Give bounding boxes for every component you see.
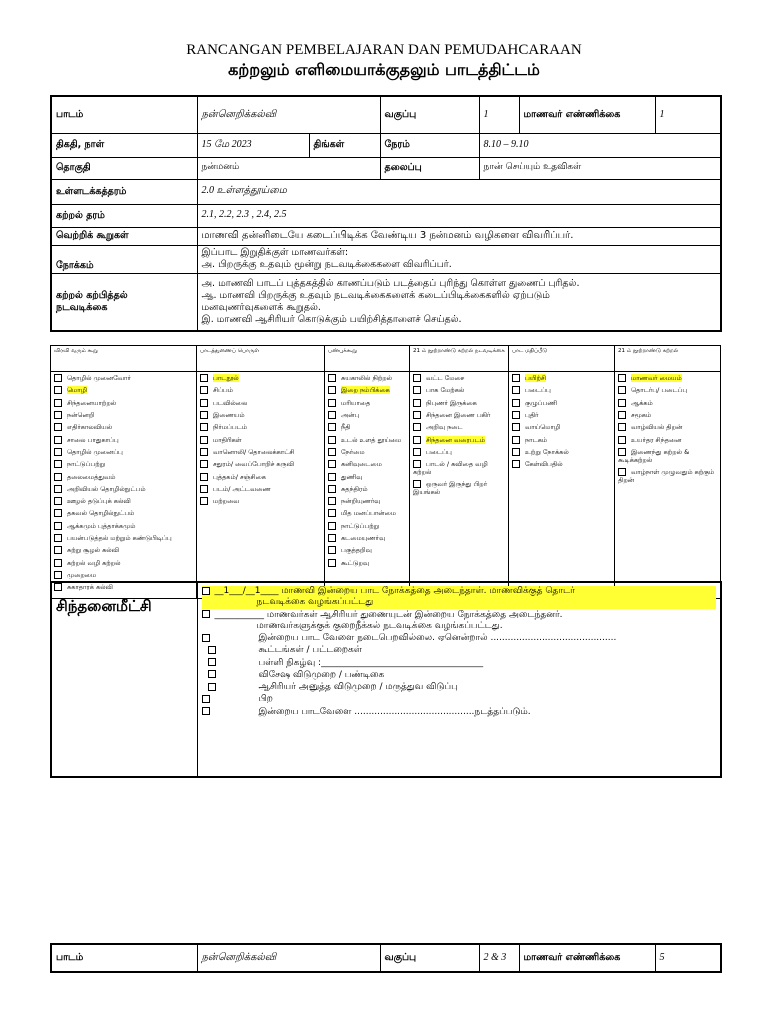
checklist-item[interactable] xyxy=(328,559,406,568)
checkbox-icon[interactable] xyxy=(200,497,208,505)
checkbox-icon[interactable] xyxy=(512,423,520,431)
checklist-item-label: அன்பு xyxy=(341,410,360,419)
time-label: நேரம் xyxy=(380,133,479,157)
checklist-item[interactable] xyxy=(413,386,505,395)
checklist-item[interactable] xyxy=(54,571,193,580)
reflection-content xyxy=(197,582,721,777)
checklist-item-label: சாலை பாதுகாப்பு xyxy=(67,435,119,444)
subject-label: பாடம் xyxy=(51,96,197,133)
activities-label-2: நடவடிக்கை xyxy=(56,301,108,313)
checklist-item[interactable] xyxy=(328,448,406,457)
checkbox-icon[interactable] xyxy=(618,468,626,476)
checklist-item-label: தொடர்பு/ படைப்பு xyxy=(631,386,688,395)
checklist-item-label: ஊழல் தடுப்புக் கல்வி xyxy=(67,497,131,506)
checklist-item-label: புத்தகம்/ சஞ்சிகை xyxy=(213,472,266,481)
reflection-line-2: ___________ மாணவர்கள் ஆசிரியர் துணையுடன் இன்றைய நோக்கத்தை அடைந்தனர். மாணவர்களுக்குக் குறைநீக்கல் நடவடிக்கை வழங்கப்பட்டது. xyxy=(202,610,717,633)
checkbox-icon[interactable] xyxy=(328,534,336,542)
checkbox-icon[interactable] xyxy=(200,423,208,431)
checkbox-icon[interactable] xyxy=(54,509,62,517)
checklist-item[interactable] xyxy=(328,546,406,555)
reflection-line-8: பிற xyxy=(202,694,717,705)
checkbox-6[interactable] xyxy=(208,670,216,678)
checklist-item-label: படைப்பு xyxy=(525,386,551,395)
content-standard-value: 2.0 உள்ளத்தூய்மை xyxy=(197,179,721,204)
checkbox-3[interactable] xyxy=(202,634,210,642)
checkbox-icon[interactable] xyxy=(54,436,62,444)
checkbox-icon[interactable] xyxy=(200,411,208,419)
checklist-item-label: சுதந்திரம் xyxy=(341,484,368,493)
checklist-item[interactable] xyxy=(200,436,321,445)
col-header-2: பாடத்துணைப் பொருள் xyxy=(197,346,325,372)
checkbox-1[interactable] xyxy=(202,587,210,595)
checklist-item-label: துணிவு xyxy=(341,472,363,481)
checklist-item-label: குழுப்பணி xyxy=(525,398,558,407)
checklist-item-label: நிபுணர் இருக்கை xyxy=(426,398,477,407)
activities-value xyxy=(197,273,721,331)
checklist-item-label: நன்னெறி xyxy=(67,410,95,419)
title-value: நான் செய்யும் உதவிகள் xyxy=(479,157,721,179)
content-standard-label: உள்ளடக்கத்தரம் xyxy=(51,179,197,204)
col-header-5: பாட மதிப்பீடு xyxy=(509,346,615,372)
checklist-item-label: வானொலி/ தொலைக்காட்சி xyxy=(213,447,295,456)
checklist-item[interactable] xyxy=(328,509,406,518)
checklist-item-label: கனிவுடைமை xyxy=(341,460,382,469)
checklist-table xyxy=(50,345,721,599)
checklist-item-label: நாட்டுப்பற்று xyxy=(67,460,106,469)
class-value: 1 xyxy=(479,96,519,133)
checklist-item-label: சதுரம்/ வைப்போறிச் கருவி xyxy=(213,460,294,469)
checkbox-icon[interactable] xyxy=(512,374,520,382)
checklist-item-label: கேள்விபதில் xyxy=(525,460,563,469)
checklist-item[interactable] xyxy=(413,374,505,383)
checklist-item-label: தொழில் முனைப்பு xyxy=(67,447,123,456)
checkbox-icon[interactable] xyxy=(328,374,336,382)
checkbox-icon[interactable] xyxy=(54,386,62,394)
checklist-item[interactable] xyxy=(618,436,717,445)
checklist-item[interactable] xyxy=(328,473,406,482)
checklist-item-label: பாக மேற்கல் xyxy=(426,386,465,395)
checklist-item[interactable] xyxy=(512,411,611,420)
checklist-item[interactable] xyxy=(413,411,505,420)
checkbox-icon[interactable] xyxy=(54,473,62,481)
checklist-item-label: ஆக்கமும் புத்தாக்கமும் xyxy=(67,521,136,530)
checklist-item[interactable] xyxy=(54,559,193,568)
checkbox-icon[interactable] xyxy=(328,386,336,394)
checklist-item-label: முறைமை xyxy=(67,571,97,579)
checklist-item[interactable] xyxy=(54,485,193,494)
checklist-item[interactable] xyxy=(328,423,406,432)
checklist-item[interactable] xyxy=(328,386,406,395)
checklist-item[interactable] xyxy=(512,374,611,383)
checkbox-7[interactable] xyxy=(208,683,216,691)
checklist-item[interactable] xyxy=(328,522,406,531)
checkbox-icon[interactable] xyxy=(200,448,208,456)
checkbox-icon[interactable] xyxy=(512,386,520,394)
checkbox-icon[interactable] xyxy=(328,522,336,530)
footer-subject-label: பாடம் xyxy=(51,944,197,972)
checklist-item-label: சிந்தனை இணை பகிர் xyxy=(426,410,491,419)
checklist-item-label: படைப்பு xyxy=(426,447,452,456)
checkbox-icon[interactable] xyxy=(54,571,62,579)
date-value: 15 மே 2023 xyxy=(197,133,309,157)
checkbox-icon[interactable] xyxy=(512,460,520,468)
checkbox-icon[interactable] xyxy=(54,534,62,542)
checklist-item-label: சிந்தனை வரைபடம் xyxy=(426,435,485,444)
footer-students-label: மாணவர் எண்ணிக்கை xyxy=(519,944,655,972)
checkbox-icon[interactable] xyxy=(328,497,336,505)
next-lesson-table xyxy=(50,943,722,973)
assessment-list xyxy=(509,372,615,599)
values-list xyxy=(325,372,410,599)
checkbox-icon[interactable] xyxy=(328,411,336,419)
checklist-item-label: படம்/ அட்டவணை xyxy=(213,484,271,493)
checklist-item[interactable] xyxy=(200,411,321,420)
title-tamil: கற்றலும் எளிமையாக்குதலும் பாடத்திட்டம் xyxy=(228,60,540,79)
reflection-line-1: __1___/__1____ மாணவி இன்றைய பாட நோக்கத்தை அடைந்தாள். மாணவிக்குத் தொடர் நடவடிக்கை வழங்கப்பட்டது xyxy=(202,586,717,609)
checklist-item-label: உற்று நோக்கல் xyxy=(525,447,569,456)
checklist-item[interactable] xyxy=(413,460,505,477)
checklist-item-label: பயன்படுத்தல் மற்றும் கண்டுபிடிப்பு xyxy=(67,534,172,543)
checklist-item-label: நீதி xyxy=(341,423,351,432)
checklist-item[interactable] xyxy=(54,473,193,482)
students-value: 1 xyxy=(655,96,721,133)
checklist-item[interactable] xyxy=(328,534,406,543)
checklist-item[interactable] xyxy=(54,411,193,420)
checklist-item[interactable] xyxy=(54,436,193,445)
checkbox-icon[interactable] xyxy=(618,374,626,382)
reflection-line-3: இன்றைய பாட வேளை நடைபெறவில்லை. ஏனென்றால் ............................................ xyxy=(202,633,717,644)
checkbox-icon[interactable] xyxy=(54,522,62,530)
checklist-item-label: வட்ட மேசை xyxy=(426,374,465,382)
checkbox-icon[interactable] xyxy=(54,559,62,567)
checklist-item-label: சுகாதாரக் கல்வி xyxy=(67,583,113,592)
checklist-item[interactable] xyxy=(54,448,193,457)
checklist-item-label: தலைமைத்துவம் xyxy=(67,472,116,481)
checkbox-icon[interactable] xyxy=(54,485,62,493)
checkbox-icon[interactable] xyxy=(200,386,208,394)
checkbox-icon[interactable] xyxy=(328,473,336,481)
checkbox-icon[interactable] xyxy=(200,460,208,468)
checklist-item[interactable] xyxy=(54,534,193,543)
footer-students-value: 5 xyxy=(655,944,721,972)
checkbox-9[interactable] xyxy=(202,707,210,715)
checkbox-icon[interactable] xyxy=(200,374,208,382)
checkbox-icon[interactable] xyxy=(413,480,421,488)
checkbox-icon[interactable] xyxy=(413,374,421,382)
checklist-item[interactable] xyxy=(328,411,406,420)
subject-value: நன்னெறிக்கல்வி xyxy=(197,96,380,133)
checklist-item[interactable] xyxy=(413,480,505,497)
checkbox-icon[interactable] xyxy=(328,460,336,468)
day-value: திங்கள் xyxy=(309,133,380,157)
checklist-item[interactable] xyxy=(512,386,611,395)
checklist-item[interactable] xyxy=(54,460,193,469)
checklist-item[interactable] xyxy=(618,468,717,485)
checklist-item[interactable] xyxy=(512,460,611,469)
teaching-aids-list xyxy=(197,372,325,599)
checkbox-icon[interactable] xyxy=(413,399,421,407)
activity-line-4: இ. மாணவி ஆசிரியர் கொடுக்கும் பயிற்சித்தாளைச் செய்தல். xyxy=(201,313,462,325)
cross-curricular-list xyxy=(51,372,197,599)
checkbox-icon[interactable] xyxy=(328,509,336,517)
checkbox-icon[interactable] xyxy=(54,497,62,505)
c21-learning-list xyxy=(615,372,721,599)
checklist-item-label: பாடநூல் xyxy=(213,374,239,382)
checklist-item-label: எதிர்காலவியல் xyxy=(67,423,113,432)
col-header-3: பண்புக்கூறு xyxy=(325,346,410,372)
checklist-item[interactable] xyxy=(512,399,611,408)
col-header-6: 21 ம் நூற்றாண்டு கற்றல் xyxy=(615,346,721,372)
checkbox-icon[interactable] xyxy=(413,436,421,444)
checklist-item[interactable] xyxy=(200,485,321,494)
title-label: தலைப்பு xyxy=(380,157,479,179)
checklist-item[interactable] xyxy=(512,436,611,445)
learning-standard-label: கற்றல் தரம் xyxy=(51,204,197,227)
checklist-item-label: கற்றல் வழி கற்றல் xyxy=(67,558,121,567)
checkbox-icon[interactable] xyxy=(54,423,62,431)
checkbox-icon[interactable] xyxy=(54,399,62,407)
reflection-line-6: விசேஷ விடுமுறை / பண்டிகை xyxy=(208,670,717,681)
success-criteria-label: வெற்றிக் கூறுகள் xyxy=(51,227,197,245)
theme-label: தொகுதி xyxy=(51,157,197,179)
checkbox-icon[interactable] xyxy=(328,423,336,431)
checklist-item[interactable] xyxy=(618,374,717,383)
checklist-item[interactable] xyxy=(200,374,321,383)
col-header-4: 21 ம் நூற்றாண்டு கற்றல் நடவடிக்கை xyxy=(410,346,509,372)
checkbox-icon[interactable] xyxy=(328,559,336,567)
date-label: திகதி, நாள் xyxy=(51,133,197,157)
success-criteria-value: மாணவி தன்னிடையே கடைப்பிடிக்க வேண்டிய 3 நன்மனம் வழிகளை விவரிப்பர். xyxy=(197,227,721,245)
checklist-item[interactable] xyxy=(328,485,406,494)
checklist-item-label: தொழில் முனைவோர் xyxy=(67,374,131,382)
activity-line-1: அ. மாணவி பாடப் புத்தகத்தில் காணப்படும் படத்தைப் புரிந்து கொள்ள துணைப் புரிதல். xyxy=(201,278,580,289)
checkbox-icon[interactable] xyxy=(413,423,421,431)
checkbox-icon[interactable] xyxy=(328,448,336,456)
checkbox-icon[interactable] xyxy=(512,436,520,444)
footer-class-label: வகுப்பு xyxy=(380,944,479,972)
checklist-item[interactable] xyxy=(413,436,505,445)
checklist-item-label: நேர்மை xyxy=(341,447,365,456)
checklist-item-label: பயிற்சி xyxy=(525,374,547,382)
reflection-line-7: ஆசிரியர் அனுத்த விடுமுறை / மருத்துவ விடுப்பு xyxy=(208,682,717,693)
checklist-item[interactable] xyxy=(328,460,406,469)
checklist-item-label: சிந்தனையாற்றல் xyxy=(67,398,117,407)
checklist-item[interactable] xyxy=(54,386,193,395)
checklist-item[interactable] xyxy=(328,436,406,445)
checkbox-icon[interactable] xyxy=(512,411,520,419)
checklist-item[interactable] xyxy=(200,399,321,408)
checklist-item[interactable] xyxy=(54,423,193,432)
checklist-item-label: ஆக்கம் xyxy=(631,398,653,407)
checklist-item-label: அறிவியல் தொழில்நுட்பம் xyxy=(67,484,146,493)
checklist-item-label: மித மனப்பான்மை xyxy=(341,509,396,518)
checklist-item-label: ஒருவர் இருந்து பிறர் இயங்கல் xyxy=(413,480,488,497)
checklist-item-label: பகுத்தறிவு xyxy=(341,546,372,555)
checklist-item-label: வாழ்நாள் முழுவதும் கற்கும் திறன் xyxy=(618,468,715,485)
checklist-item-label: சமூகம் xyxy=(631,410,652,419)
checkbox-icon[interactable] xyxy=(200,485,208,493)
checklist-item-label: தகவல் தொழில்நுட்பம் xyxy=(67,509,135,518)
checkbox-icon[interactable] xyxy=(54,460,62,468)
checklist-item-label: நன்றியுணர்வு xyxy=(341,497,381,506)
checklist-item[interactable] xyxy=(413,399,505,408)
checklist-item-label: நிர்மப்படம் xyxy=(213,423,248,432)
checkbox-icon[interactable] xyxy=(618,386,626,394)
checklist-item-label: மாதிரிகள் xyxy=(213,435,242,444)
checklist-item[interactable] xyxy=(413,423,505,432)
reflection-table xyxy=(50,581,722,778)
checklist-item-label: இறை நம்பிக்கை xyxy=(341,386,390,395)
learning-standard-value: 2.1, 2.2, 2.3 , 2.4, 2.5 xyxy=(197,204,721,227)
checklist-item-label: பாடல் / கவிதை வழி கற்றல் xyxy=(413,460,488,477)
checklist-item[interactable] xyxy=(200,460,321,469)
checklist-item[interactable] xyxy=(54,374,193,383)
activities-label-1: கற்றல் கற்பித்தல் xyxy=(56,289,128,301)
theme-value: நன்மனம் xyxy=(197,157,380,179)
checklist-item[interactable] xyxy=(200,473,321,482)
checklist-item[interactable] xyxy=(328,374,406,383)
checklist-item-label: இணையம் xyxy=(213,410,245,419)
title-malay: RANCANGAN PEMBELAJARAN DAN PEMUDAHCARAAN xyxy=(186,42,582,58)
checklist-item[interactable] xyxy=(54,509,193,518)
checklist-item-label: சிப்பம் xyxy=(213,386,233,395)
checkbox-icon[interactable] xyxy=(618,399,626,407)
checkbox-4[interactable] xyxy=(208,646,216,654)
c21-activities-list xyxy=(410,372,509,599)
checkbox-icon[interactable] xyxy=(200,436,208,444)
checklist-item-label: அறிவு நடை xyxy=(426,423,463,432)
checklist-item[interactable] xyxy=(618,399,717,408)
col-header-1: விரவி வரும் கூறு xyxy=(51,346,197,372)
checklist-item[interactable] xyxy=(200,386,321,395)
checkbox-icon[interactable] xyxy=(413,386,421,394)
checkbox-icon[interactable] xyxy=(618,423,626,431)
checkbox-icon[interactable] xyxy=(413,460,421,468)
checklist-item-label: நாட்டுப்பற்று xyxy=(341,521,380,530)
checklist-item[interactable] xyxy=(413,448,505,457)
checkbox-icon[interactable] xyxy=(54,411,62,419)
checklist-item[interactable] xyxy=(618,411,717,420)
checklist-item[interactable] xyxy=(328,399,406,408)
objective-label: நோக்கம் xyxy=(51,245,197,273)
students-label: மாணவர் எண்ணிக்கை xyxy=(519,96,655,133)
checkbox-icon[interactable] xyxy=(328,399,336,407)
checkbox-icon[interactable] xyxy=(328,546,336,554)
checklist-item-label: படவில்லை xyxy=(213,398,248,407)
checklist-item[interactable] xyxy=(200,423,321,432)
reflection-label: சிந்தனைமீட்சி xyxy=(51,582,197,777)
checklist-item-label: புதிர் xyxy=(525,410,539,419)
checklist-item-label: வாழ்வியல் திறன் xyxy=(631,423,683,432)
checkbox-icon[interactable] xyxy=(54,374,62,382)
reflection-line-9: இன்றைய பாடவேளை ..........................................நடத்தப்படும். xyxy=(202,707,717,718)
checklist-item[interactable] xyxy=(54,399,193,408)
checkbox-icon[interactable] xyxy=(413,411,421,419)
checklist-item-label: நாடகம் xyxy=(525,435,548,444)
activities-label xyxy=(51,273,197,331)
checkbox-icon[interactable] xyxy=(200,473,208,481)
checklist-item-label: கூட்டுறவு xyxy=(341,558,370,567)
checklist-item-label: மாணவர் மையம் xyxy=(631,374,682,382)
checklist-item[interactable] xyxy=(54,497,193,506)
checklist-item[interactable] xyxy=(618,448,717,465)
checklist-item[interactable] xyxy=(512,423,611,432)
checklist-item-label: சுயகாலில் நிற்றல் xyxy=(341,374,393,382)
checklist-item-label: மற்றவை xyxy=(213,497,240,506)
checklist-item[interactable] xyxy=(200,448,321,457)
checkbox-icon[interactable] xyxy=(512,448,520,456)
checklist-item-label: மரியாதை xyxy=(341,398,371,407)
checklist-item-label: சுற்று சூழல் கல்வி xyxy=(67,546,120,555)
activity-line-2: ஆ. மாணவி பிறருக்கு உதவும் நடவடிக்கைகளைக் கடைப்பிடிக்கைகளில் ஏற்படும் xyxy=(201,289,550,301)
checklist-item-label: இணைந்து கற்றல் & கூடிக்கற்றல் xyxy=(618,447,690,464)
objective-line-2: அ. பிறருக்கு உதவும் மூன்று நடவடிக்கைகளை விவரிப்பர். xyxy=(201,259,452,270)
class-label: வகுப்பு xyxy=(380,96,479,133)
checklist-item[interactable] xyxy=(618,423,717,432)
objective-value xyxy=(197,245,721,273)
checkbox-icon[interactable] xyxy=(200,399,208,407)
reflection-line-4: கூட்டங்கள் / பட்டறைகள் xyxy=(208,645,717,656)
checkbox-5[interactable] xyxy=(208,658,216,666)
checkbox-icon[interactable] xyxy=(512,399,520,407)
checklist-item[interactable] xyxy=(54,522,193,531)
checkbox-8[interactable] xyxy=(202,695,210,703)
checkbox-2[interactable] xyxy=(202,610,210,618)
footer-class-value: 2 & 3 xyxy=(479,944,519,972)
lesson-info-table xyxy=(50,95,722,332)
checklist-item-label: மொழி xyxy=(67,386,88,395)
checkbox-icon[interactable] xyxy=(328,436,336,444)
checkbox-icon[interactable] xyxy=(54,448,62,456)
time-value: 8.10 – 9.10 xyxy=(479,133,721,157)
checklist-item[interactable] xyxy=(618,386,717,395)
objective-line-1: இப்பாட இறுதிக்குள் மாணவர்கள்: xyxy=(201,247,349,259)
checklist-item[interactable] xyxy=(512,448,611,457)
checkbox-icon[interactable] xyxy=(54,546,62,554)
checklist-item-label: உயர்தர சிந்தனை xyxy=(631,435,682,444)
reflection-line-5: பள்ளி நிகழ்வு :____________________________________ xyxy=(208,658,717,669)
checklist-item[interactable] xyxy=(54,546,193,555)
checklist-item-label: கடமையுணர்வு xyxy=(341,534,386,543)
checkbox-icon[interactable] xyxy=(618,448,626,456)
checklist-item[interactable] xyxy=(328,497,406,506)
checkbox-icon[interactable] xyxy=(618,411,626,419)
checkbox-icon[interactable] xyxy=(328,485,336,493)
checkbox-icon[interactable] xyxy=(618,436,626,444)
checklist-item-label: வாய்மொழி xyxy=(525,423,561,432)
checkbox-icon[interactable] xyxy=(413,448,421,456)
activity-line-3: மனவுணர்வுகளைக் கூறுதல். xyxy=(201,301,321,313)
checklist-item-label: உடல் உளத் தூய்மை xyxy=(341,435,402,444)
checklist-item[interactable] xyxy=(200,497,321,506)
footer-subject-value: நன்னெறிக்கல்வி xyxy=(197,944,380,972)
